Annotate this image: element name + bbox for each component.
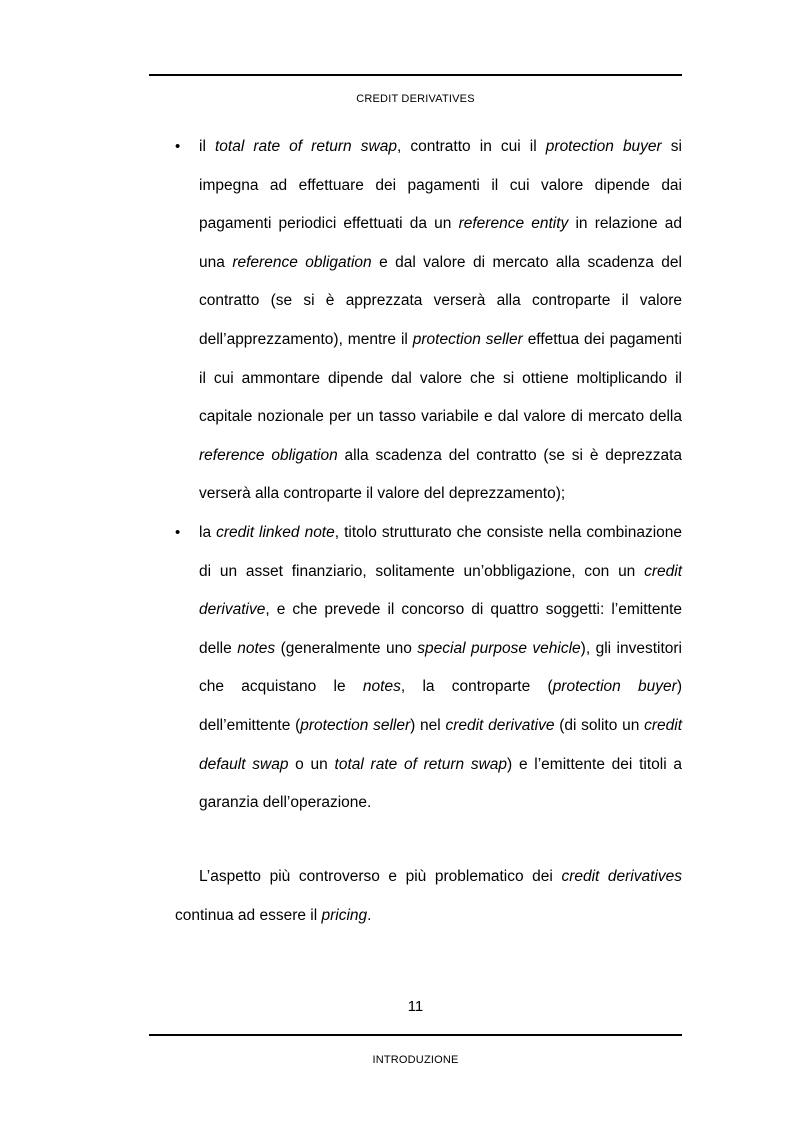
text-run: effettua dei pagamenti il cui ammontare dipende dal valore che si ottiene moltiplicando il capitale nozionale per un tasso variabile e dal valore di mercato della: [199, 330, 683, 426]
text-run: , contratto in cui il: [396, 138, 546, 155]
italic-term: credit linked note: [216, 523, 335, 541]
bullet-text: [199, 138, 682, 502]
italic-term: credit derivative: [199, 562, 682, 619]
italic-term: credit default swap: [199, 716, 682, 773]
text-run: , e che prevede il concorso di quattro soggetti: l’emittente delle: [199, 601, 682, 657]
running-foot: INTRODUZIONE: [372, 1054, 459, 1066]
italic-term: reference entity: [458, 215, 569, 233]
text-run: si impegna ad effettuare dei pagamenti il cui valore dipende dai pagamenti periodici effettuati da un: [199, 138, 682, 233]
text-run: .: [367, 906, 372, 924]
text-run: alla scadenza del contratto (se si è deprezzata verserà alla controparte il valore del deprezzamento);: [199, 446, 683, 503]
text-run: o un: [288, 755, 335, 773]
italic-term: special purpose vehicle: [417, 639, 581, 657]
text-run: ), gli investitori che acquistano le: [199, 639, 682, 696]
text-run: continua ad essere il: [175, 906, 322, 924]
text-run: il: [199, 138, 215, 155]
italic-term: notes: [362, 678, 401, 696]
closing-paragraph: [175, 858, 682, 935]
italic-term: total rate of return swap: [334, 755, 508, 773]
text-run: la: [199, 523, 217, 541]
italic-term: pricing: [321, 906, 368, 924]
header-rule: [149, 74, 682, 76]
footer-rule: [149, 1034, 682, 1036]
list-item: [175, 128, 682, 514]
italic-term: protection buyer: [545, 138, 662, 155]
italic-term: total rate of return swap: [214, 138, 397, 155]
text-run: , la controparte (: [400, 678, 553, 696]
text-run: (generalmente uno: [275, 639, 418, 657]
text-run: ) e l’emittente dei titoli a garanzia dell’operazione.: [199, 755, 682, 812]
italic-term: protection seller: [300, 716, 411, 734]
bullet-icon: •: [175, 138, 181, 155]
italic-term: credit derivative: [445, 716, 555, 734]
bullet-icon: •: [175, 523, 181, 541]
italic-term: reference obligation: [199, 446, 338, 464]
running-head: CREDIT DERIVATIVES: [356, 93, 475, 105]
page-number: 11: [407, 998, 424, 1015]
list-item: [175, 514, 682, 823]
italic-term: protection buyer: [552, 678, 677, 696]
text-run: ) dell’emittente (: [199, 678, 682, 734]
bullet-list: [175, 128, 682, 823]
italic-term: notes: [237, 639, 276, 657]
text-run: , titolo strutturato che consiste nella combinazione di un asset finanziario, solitamente un’obbligazione, con un: [199, 523, 683, 580]
text-run: in relazione ad una: [199, 215, 682, 271]
italic-term: protection seller: [412, 330, 523, 348]
text-run: e dal valore di mercato alla scadenza del contratto (se si è apprezzata verserà alla controparte il valore dell’apprezzamento), mentre il: [199, 253, 682, 348]
text-run: ) nel: [410, 716, 446, 734]
bullet-text: [199, 524, 682, 811]
italic-term: reference obligation: [232, 253, 372, 271]
text-run: L’aspetto più controverso e più problematico dei: [199, 868, 562, 885]
text-run: (di solito un: [554, 716, 645, 734]
italic-term: credit derivatives: [561, 868, 682, 885]
